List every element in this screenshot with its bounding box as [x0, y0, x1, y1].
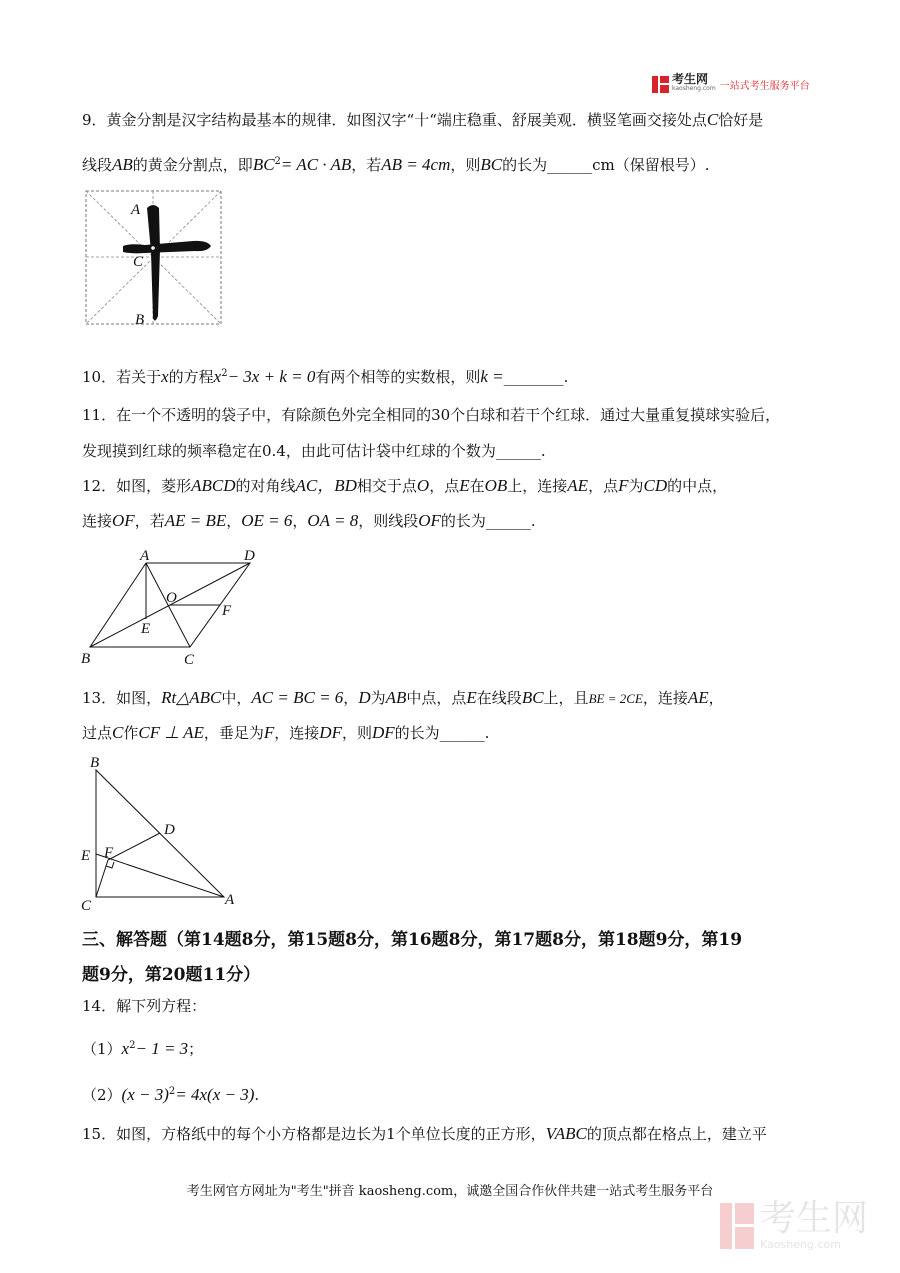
watermark-name: 考生网: [760, 1198, 869, 1239]
q13-label-a: A: [225, 892, 235, 908]
q11-line2: 发现摸到红球的频率稳定在0.4，由此可估计袋中红球的个数为______.: [82, 442, 546, 460]
vertical-stroke: [147, 205, 160, 321]
logo-url: kaosheng.com: [672, 85, 716, 92]
footer-text: 考生网官方网址为"考生"拼音 kaosheng.com，诚邀全国合作伙伴共建一站式考生服务平台: [186, 1184, 714, 1199]
watermark-url: Kaosheng.com: [760, 1238, 841, 1251]
logo-slogan: 一站式考生服务平台: [719, 80, 810, 92]
q12-label-c: C: [184, 652, 195, 668]
q13-line1: 13．如图，Rt△ABC中，AC = BC = 6，D为AB中点，点E在线段BC上，且BE = 2CE，连接AE，: [82, 688, 724, 707]
q13-line2: 过点C作CF ⊥ AE，垂足为F，连接DF，则DF的长为______.: [82, 723, 490, 742]
q9-figure: [85, 190, 223, 326]
q15-line1: 15．如图，方格纸中的每个小方格都是边长为1个单位长度的正方形，VABC的顶点都在格点上，建立平: [82, 1124, 767, 1143]
q12-label-o: O: [166, 590, 177, 606]
q9-label-b: B: [135, 312, 145, 326]
q13-label-d: D: [164, 822, 175, 838]
q9-label-a: A: [131, 202, 141, 218]
horizontal-stroke: [123, 241, 211, 253]
q14-part2: $(2)(x - 3)^2= 4x(x - 3)$.: [82, 1085, 260, 1104]
q12-label-f: F: [222, 603, 232, 619]
header-logo: [652, 74, 810, 94]
q11-line1: 11．在一个不透明的袋子中，有除颜色外完全相同的30个白球和若干个红球．通过大量重复摸球实验后，: [82, 406, 781, 424]
q12-label-d: D: [244, 548, 255, 564]
q13-label-b: B: [90, 755, 100, 771]
q12-label-a: A: [140, 548, 150, 564]
q9-label-c: C: [133, 254, 144, 270]
q10-line: 10．若关于x的方程$x^2- 3x + k = 0$有两个相等的实数根，则k =________.: [82, 367, 569, 386]
q12-line2: 连接OF，若AE = BE，OE = 6，OA = 8，则线段OF的长为______.: [82, 511, 536, 530]
q13-label-f: F: [104, 845, 114, 861]
logo-name: 考生网: [672, 72, 709, 86]
q12-label-b: B: [81, 651, 91, 667]
q12-figure: [78, 545, 268, 670]
q13-figure: [78, 752, 248, 912]
watermark: [720, 1200, 868, 1251]
q12-label-e: E: [141, 621, 151, 637]
watermark-logo-icon: [720, 1203, 754, 1249]
logo-mark-icon: [652, 76, 669, 93]
q12-line1: 12．如图，菱形ABCD的对角线AC，BD相交于点O，点E在OB上，连接AE，点F为CD的中点，: [82, 476, 728, 495]
q9-line1: 9．黄金分割是汉字结构最基本的规律．如图汉字“十“端庄稳重、舒展美观．横竖笔画交接处点C恰好是: [82, 110, 764, 129]
section3-heading-line1: 三、解答题（第14题8分，第15题8分，第16题8分，第17题8分，第18题9分，第19: [82, 930, 743, 950]
q9-line2: 线段AB的黄金分割点，即$BC^2=$ AC · AB，若AB = 4cm，则BC的长为______cm（保留根号）.: [82, 155, 710, 174]
q13-label-c: C: [81, 898, 92, 912]
q14-title: 14．解下列方程：: [82, 997, 207, 1015]
q13-label-e: E: [81, 848, 91, 864]
q14-part1: $(1)x^2- 1 = 3$；: [82, 1039, 204, 1058]
section3-heading-line2: 题9分，第20题11分）: [82, 965, 261, 985]
